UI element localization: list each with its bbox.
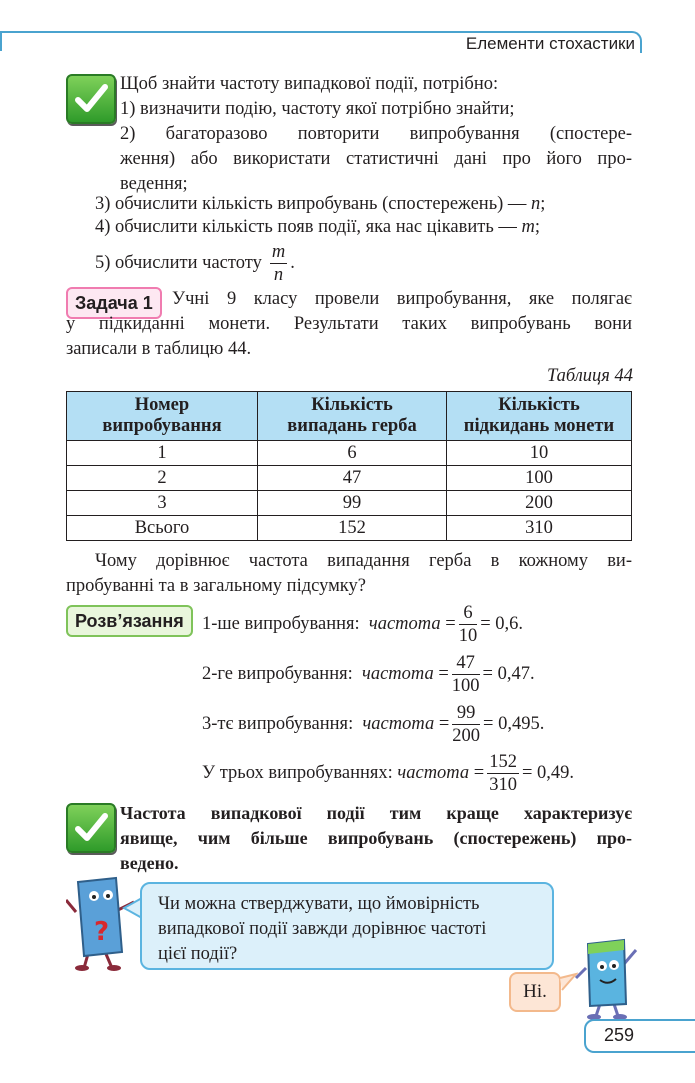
answer-bubble: Ні. [509,972,561,1012]
section-title: Елементи стохастики [465,34,635,53]
question-line-2: пробуванні та в загальному підсумку? [66,576,366,596]
solution-item-4: У трьох випробуваннях: частота = $\frac{152}{310}$ = 0,49. [202,752,575,795]
rule2-line-1: Частота випадкової події тим краще характеризує [120,803,632,823]
rule-step-3: 3) обчислити кількість випробувань (спостережень) — n; [95,194,546,214]
rule-intro: Щоб знайти частоту випадкової події, потрібно: [120,74,499,94]
solution-label: Розв’язання [66,605,193,637]
table-cell: 310 [447,516,632,541]
check-icon [66,803,116,853]
table-cell: 152 [258,516,447,541]
table-header-cell: Номер випробування [67,392,258,441]
rule-step-2a: 2) багаторазово повторити випробування (спостере- [120,124,632,144]
page-number-frame [584,1019,695,1053]
task-label: Задача 1 [66,287,162,319]
svg-text:?: ? [94,917,110,947]
table-cell: 99 [258,491,447,516]
rule2-line-2: явище, чим більше випробувань (спостережень) про- [120,828,632,848]
task-line-1: Учні 9 класу провели випробування, яке полягає [172,289,632,309]
table-header-cell: Кількість підкидань монети [447,392,632,441]
question-line-1: Чому дорівнює частота випадання герба в кожному ви- [95,551,632,571]
table-row [67,491,632,516]
fraction-m-n: $\frac{m}{n}$ [271,241,286,285]
rule-step-1: 1) визначити подію, частоту якої потрібно знайти; [120,99,515,119]
task-line-3: записали в таблицю 44. [66,339,252,359]
table-cell: 10 [447,441,632,466]
table-cell: 3 [67,491,258,516]
header-rule-left [0,31,2,51]
table-cell: 47 [258,466,447,491]
table-cell: Всього [67,516,258,541]
table-row [67,441,632,466]
table-row [67,516,632,541]
rule2-line-3: ведено. [120,853,179,873]
rule-step-2c: ведення; [120,174,188,194]
table-caption: Таблиця 44 [546,366,633,386]
table-cell: 200 [447,491,632,516]
solution-item-3: 3-тє випробування: частота = $\frac{99}{200}$ = 0,495. [202,703,545,746]
table-cell: 6 [258,441,447,466]
data-table [66,391,632,541]
table-cell: 2 [67,466,258,491]
check-icon [66,74,116,124]
rule-step-5: 5) обчислити частоту $\frac{m}{n}$ . [95,241,295,285]
rule-step-2b: ження) або використати статистичні дані про його про- [120,149,632,169]
fraction: $\frac{6}{10}$ [458,603,478,646]
solution-item-1: 1-ше випробування: частота = $\frac{6}{10}$ = 0,6. [202,603,523,646]
solution-item-2: 2-ге випробування: частота = $\frac{47}{100}$ = 0,47. [202,653,535,696]
table-header-row [67,392,632,441]
table-cell: 1 [67,441,258,466]
question-character-icon [66,872,146,972]
answer-character-icon [574,938,640,1020]
fraction: $\frac{99}{200}$ [452,703,481,746]
fraction: $\frac{152}{310}$ [489,752,517,795]
speech-bubble-text: Чи можна стверджувати, що ймовірність випадкової події завжди дорівнює частоті цієї події? [158,894,487,964]
table-header-cell: Кількість випадань герба [258,392,447,441]
task-line-2: у підкиданні монети. Результати таких випробувань вони [66,314,632,334]
rule-step-4: 4) обчислити кількість появ події, яка нас цікавить — m; [95,217,541,237]
table-row [67,466,632,491]
page-number: 259 [604,1025,635,1045]
table-cell: 100 [447,466,632,491]
fraction: $\frac{47}{100}$ [451,653,480,696]
